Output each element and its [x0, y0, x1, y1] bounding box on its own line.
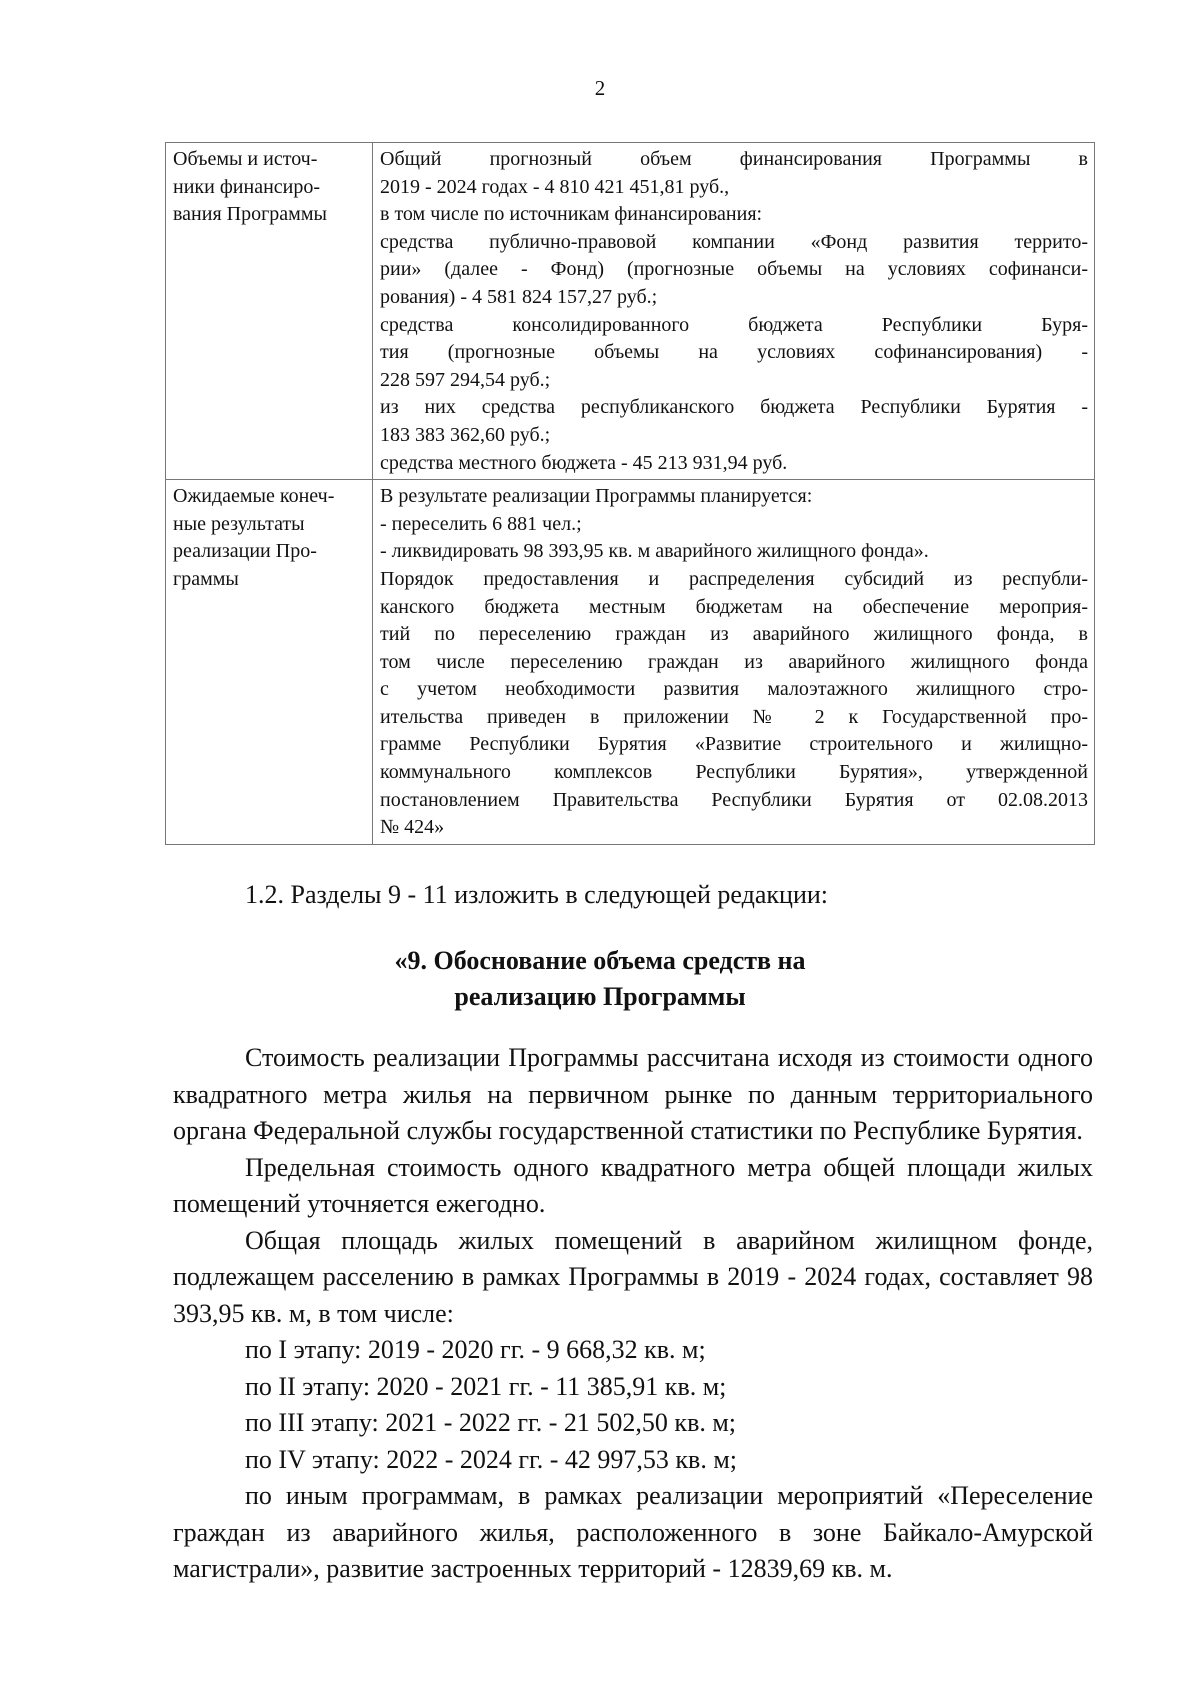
list-item-stage: по I этапу: 2019 - 2020 гг. - 9 668,32 кв. м;	[245, 1335, 706, 1364]
content-line: В результате реализации Программы планируется:	[380, 485, 813, 508]
content-line: в том числе по источникам финансирования:	[380, 203, 763, 226]
section-heading	[0, 943, 1200, 1015]
content-line: рования) - 4 581 824 157,27 руб.;	[380, 285, 658, 308]
amendment-paragraph: 1.2. Разделы 9 - 11 изложить в следующей редакции:	[245, 880, 828, 909]
content-line: Порядок предоставления и распределения субсидий из республи-	[380, 567, 1088, 590]
content-line: канского бюджета местным бюджетам на обеспечение мероприя-	[380, 595, 1088, 618]
row-label-results	[166, 480, 373, 845]
label-line: Ожидаемые конеч-	[173, 485, 335, 508]
content-line: том числе переселению граждан из аварийного жилищного фонда	[380, 650, 1088, 673]
row-label-financing	[166, 143, 373, 480]
paragraph-price-update: Предельная стоимость одного квадратного метра общей площади жилых помещений уточняется ежегодно.	[173, 1152, 1093, 1218]
section-heading-line: реализацию Программы	[454, 982, 746, 1011]
content-line: коммунального комплексов Республики Бурятия», утвержденной	[380, 761, 1088, 784]
page-number: 2	[594, 76, 606, 100]
list-item-stage: по III этапу: 2021 - 2022 гг. - 21 502,50 кв. м;	[245, 1408, 737, 1437]
paragraph-cost-basis: Стоимость реализации Программы рассчитана исходя из стоимости одного квадратного метра жилья на первичном рынке по данным территориального органа Федеральной службы государственной статистики по Республике Бурятия.	[173, 1043, 1093, 1145]
content-line: 183 383 362,60 руб.;	[380, 423, 551, 446]
content-line: тий по переселению граждан из аварийного жилищного фонда, в	[380, 623, 1088, 646]
list-item-stage: по II этапу: 2020 - 2021 гг. - 11 385,91 кв. м;	[245, 1371, 727, 1401]
paragraph-total-area: Общая площадь жилых помещений в аварийном жилищном фонде, подлежащем расселению в рамках Программы в 2019 - 2024 годах, составляет 98 393,95 кв. м, в том числе:	[173, 1225, 1093, 1328]
label-line: вания Программы	[173, 203, 327, 226]
content-line: рии» (далее - Фонд) (прогнозные объемы на условиях софинанси-	[380, 258, 1088, 281]
content-line: 228 597 294,54 руб.;	[380, 368, 551, 391]
content-line: 2019 - 2024 годах - 4 810 421 451,81 руб.,	[380, 175, 730, 198]
table-row-results	[166, 480, 1095, 845]
section-body	[173, 1040, 1093, 1588]
content-line: постановлением Правительства Республики Бурятия от 02.08.2013	[380, 788, 1088, 811]
row-content-financing	[373, 143, 1095, 480]
content-line: Общий прогнозный объем финансирования Программы в	[380, 148, 1088, 170]
table-row-financing	[166, 143, 1095, 480]
label-line: граммы	[173, 567, 239, 590]
label-line: ники финансиро-	[173, 175, 321, 198]
content-line: - ликвидировать 98 393,95 кв. м аварийного жилищного фонда».	[380, 540, 929, 563]
paragraph-other-programs: по иным программам, в рамках реализации мероприятий «Переселение граждан из аварийного жилья, расположенного в зоне Байкало-Амурской магистрали», развитие застроенных территорий - 12839,69 кв. м.	[173, 1481, 1093, 1583]
content-line: грамме Республики Бурятия «Развитие строительного и жилищно-	[380, 733, 1088, 756]
list-item-stage: по IV этапу: 2022 - 2024 гг. - 42 997,53 кв. м;	[245, 1444, 738, 1474]
content-line: из них средства республиканского бюджета Республики Бурятия -	[380, 396, 1088, 419]
label-line: Объемы и источ-	[173, 148, 318, 170]
content-line: средства публично-правовой компании «Фонд развития террито-	[380, 230, 1088, 253]
row-content-results	[373, 480, 1095, 845]
content-line: средства консолидированного бюджета Республики Буря-	[380, 313, 1088, 336]
passport-table	[165, 142, 1095, 845]
content-line: № 424»	[380, 816, 445, 839]
content-line: средства местного бюджета - 45 213 931,94 руб.	[380, 451, 788, 474]
content-line: тия (прогнозные объемы на условиях софинансирования) -	[380, 341, 1088, 364]
content-line: - переселить 6 881 чел.;	[380, 512, 582, 535]
label-line: реализации Про-	[173, 540, 317, 563]
content-line: с учетом необходимости развития малоэтажного жилищного стро-	[380, 678, 1088, 701]
label-line: ные результаты	[173, 512, 305, 535]
content-line: ительства приведен в приложении № 2 к Государственной про-	[380, 705, 1088, 728]
section-heading-line: «9. Обоснование объема средств на	[394, 946, 806, 975]
